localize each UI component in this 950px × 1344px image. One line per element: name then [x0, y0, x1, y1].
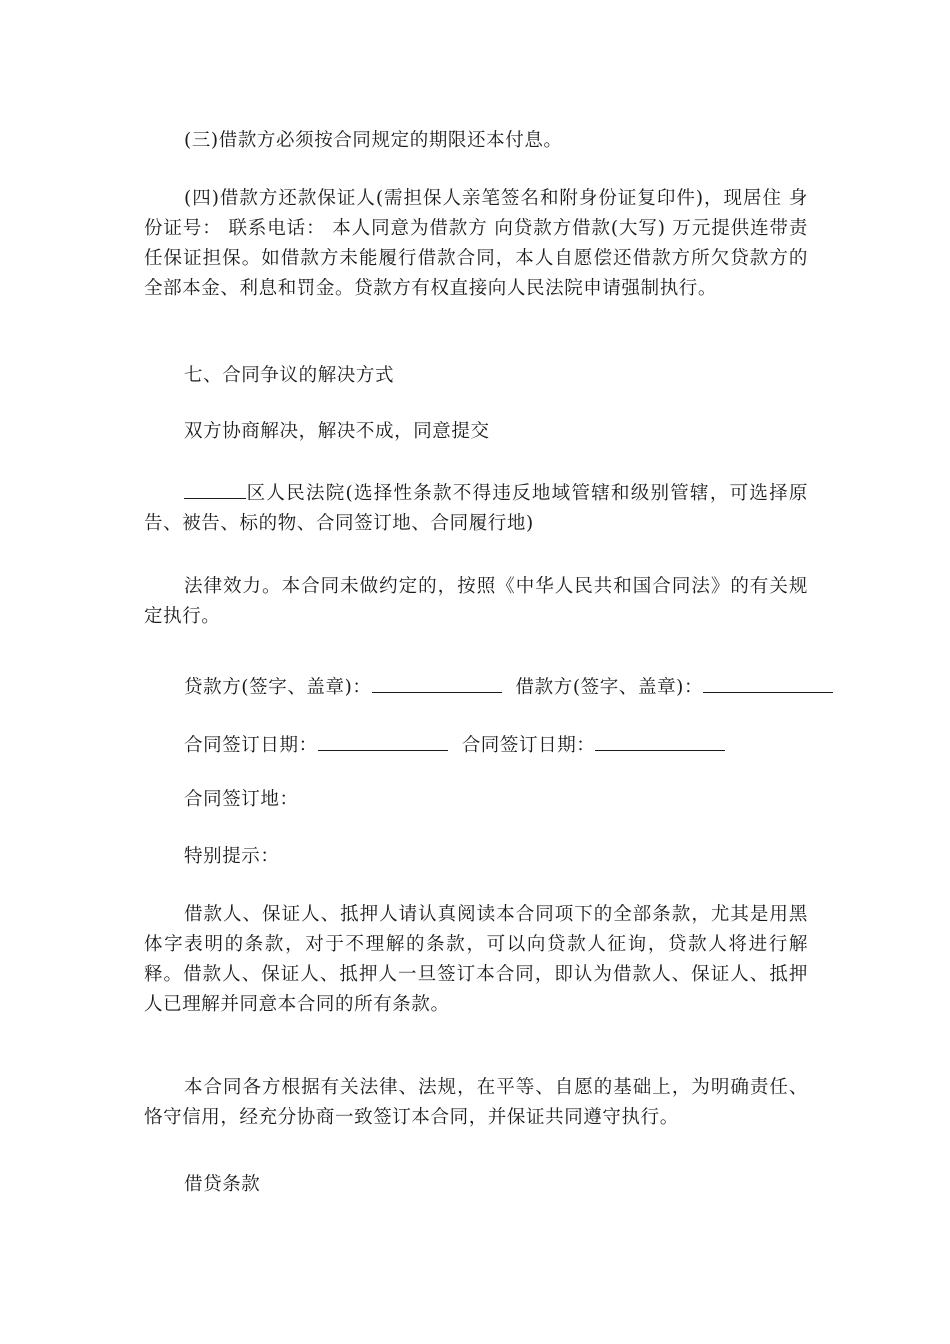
preamble: 本合同各方根据有关法律、法规，在平等、自愿的基础上，为明确责任、恪守信用，经充分协商一致签订本合同，并保证共同遵守执行。	[144, 1077, 808, 1128]
lender-label: 贷款方(签字、盖章)：	[184, 677, 372, 698]
legal-effect: 法律效力。本合同未做约定的，按照《中华人民共和国合同法》的有关规定执行。	[144, 576, 808, 627]
lender-signature-blank[interactable]	[372, 670, 502, 693]
date-blank-lender[interactable]	[318, 728, 448, 751]
notice-body: 借款人、保证人、抵押人请认真阅读本合同项下的全部条款，尤其是用黑体字表明的条款，对于不理解的条款，可以向贷款人征询，贷款人将进行解释。借款人、保证人、抵押人一旦签订本合同，即认为借款人、保证人、抵押人已理解并同意本合同的所有条款。	[144, 904, 808, 1015]
court-text: 区人民法院(选择性条款不得违反地域管辖和级别管辖，可选择原告、被告、标的物、合同签订地、合同履行地)	[144, 483, 808, 534]
place-label: 合同签订地：	[184, 789, 299, 810]
borrower-label: 借款方(签字、盖章)：	[515, 677, 704, 698]
date-blank-borrower[interactable]	[595, 728, 725, 751]
section-heading: 借贷条款	[184, 1174, 261, 1195]
notice-heading: 特别提示：	[184, 846, 280, 867]
signature-date-line	[144, 728, 808, 761]
date-label-borrower: 合同签订日期：	[461, 735, 596, 756]
court-blank[interactable]	[184, 476, 246, 499]
dispute-heading: 七、合同争议的解决方式	[184, 365, 395, 386]
borrower-signature-blank[interactable]	[703, 670, 833, 693]
date-label-lender: 合同签订日期：	[184, 735, 318, 756]
clause-repay-obligation: (三)借款方必须按合同规定的期限还本付息。	[184, 130, 563, 151]
signature-party-line	[144, 670, 808, 703]
court-clause	[144, 476, 808, 539]
dispute-agree: 双方协商解决，解决不成，同意提交	[184, 421, 490, 442]
clause-guarantor: (四)借款方还款保证人(需担保人亲笔签名和附身份证复印件)，现居住 身份证号： 联系电话： 本人同意为借款方 向贷款方借款(大写) 万元提供连带责任保证担保。如借款方未能履行借款合同，本人自愿偿还借款方所欠贷款方的全部本金、利息和罚金。贷款方有权直接向人民法院申请强制执行。	[144, 188, 808, 299]
